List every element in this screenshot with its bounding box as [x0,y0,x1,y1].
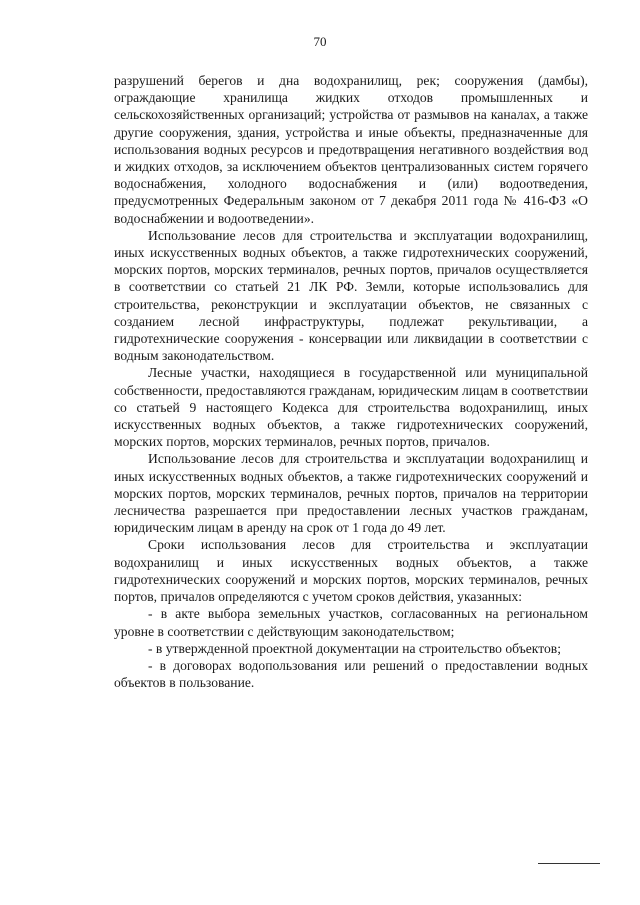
paragraph-usage-periods: Сроки использования лесов для строительства и эксплуатации водохранилищ и иных искусственных водных объектов, а также гидротехнических сооружений и морских портов, морских терминалов, речных портов, причалов определяются с учетом сроков действия, указанных: [114,537,588,605]
page-number: 70 [313,34,327,49]
list-item-water-use-contracts: - в договорах водопользования или решений о предоставлении водных объектов в пользование. [114,657,588,691]
paragraph-forest-use: Использование лесов для строительства и эксплуатации водохранилищ, иных искусственных водных объектов, а также гидротехнических сооружений, морских портов, морских терминалов, речных портов, причалов осуществляется в соответствии со статьей 21 ЛК РФ. Земли, которые использовались для строительства, реконструкции и эксплуатации объектов, не связанных с созданием лесной инфраструктуры, подлежат рекультивации, а гидротехнические сооружения - консервации или ликвидации в соответствии с водным законодательством. [114,227,588,364]
paragraph-continuation: разрушений берегов и дна водохранилищ, рек; сооружения (дамбы), ограждающие хранилища жидких отходов промышленных и сельскохозяйственных организаций; устройства от размывов на каналах, а также другие сооружения, здания, устройства и иные объекты, предназначенные для использования водных ресурсов и предотвращения негативного воздействия вод и жидких отходов, за исключением объектов централизованных систем горячего водоснабжения, холодного водоснабжения и (или) водоотведения, предусмотренных Федеральным законом от 7 декабря 2011 года № 416-ФЗ «О водоснабжении и водоотведении». [114,73,588,226]
paragraph-lease-terms: Использование лесов для строительства и эксплуатации водохранилищ и иных искусственных водных объектов, а также гидротехнических сооружений и морских портов, морских терминалов, речных портов, причалов на территории лесничества разрешается при предоставлении лесных участков гражданам, юридическим лицам в аренду на срок от 1 года до 49 лет. [114,451,588,536]
document-body [114,72,588,691]
paragraph-forest-plots: Лесные участки, находящиеся в государственной или муниципальной собственности, предоставляются гражданам, юридическим лицам в соответствии со статьей 9 настоящего Кодекса для строительства водохранилищ, иных искусственных водных объектов, а также гидротехнических сооружений, морских портов, морских терминалов, речных портов, причалов. [114,365,589,450]
footer-divider [538,863,600,864]
list-item-land-selection: - в акте выбора земельных участков, согласованных на региональном уровне в соответствии с действующим законодательством; [114,606,588,639]
list-item-project-docs: - в утвержденной проектной документации на строительство объектов; [148,640,561,656]
